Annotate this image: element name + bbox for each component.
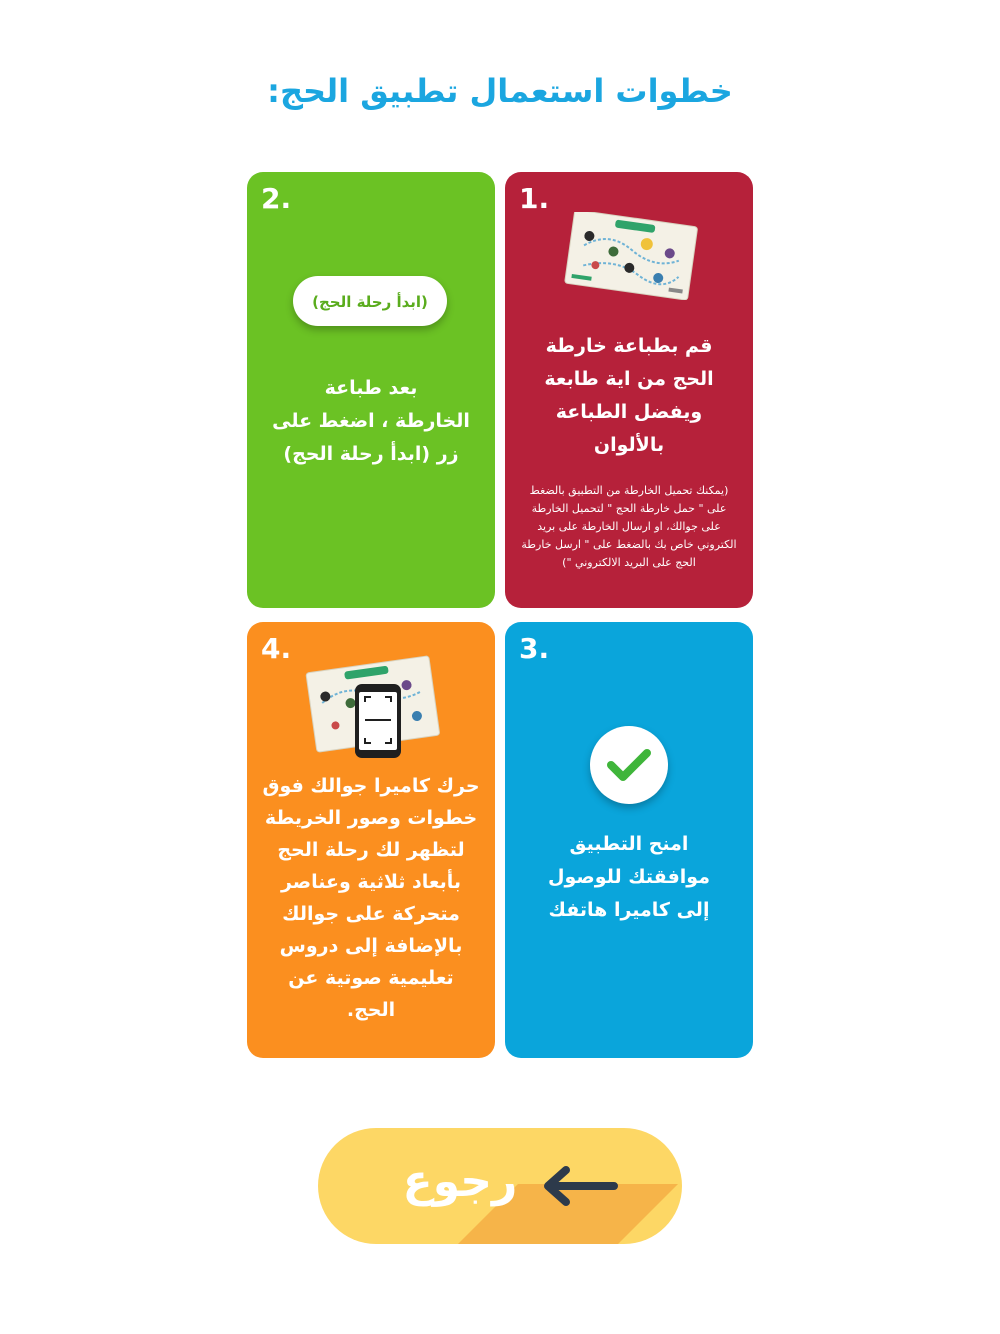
step-text: حرك كاميرا جوالك فوق خطوات وصور الخريطة لتظهر لك رحلة الحج بأبعاد ثلاثية وعناصر متحركة على جوالك بالإضافة إلى دروس تعليمية صوتية عن الحج. [262,775,480,1021]
step-number: 2. [261,182,292,215]
step-text: بعد طباعة الخارطة ، اضغط على زر (ابدأ رحلة الحج) [272,377,470,465]
step-card-3 [505,622,753,1058]
arrow-left-icon [540,1166,620,1206]
step-number: 3. [519,632,550,665]
page-title: خطوات استعمال تطبيق الحج: [267,72,733,110]
step-card-4 [247,622,495,1058]
step-card-1 [505,172,753,608]
phone-scan-icon [303,650,443,760]
step-note: (يمكنك تحميل الخارطة من التطبيق بالضغط على " حمل خارطة الحج " لتحميل الخارطة على جوالك، او ارسال الخارطة على بريد الكتروني خاص بك بالضغط على " ارسل خارطة الحج على البريد الالكتروني ") [521,484,737,569]
back-button-label: رجوع [402,1156,518,1207]
hajj-map-icon [561,212,701,300]
back-button[interactable] [318,1128,682,1244]
step-card-2 [247,172,495,608]
step-text: امنح التطبيق موافقتك للوصول إلى كاميرا هاتفك [548,833,710,921]
step-text: قم بطباعة خارطة الحج من اية طابعة ويفضل الطباعة بالألوان [544,335,714,456]
start-hajj-button[interactable]: (ابدأ رحلة الحج) [293,276,447,326]
checkmark-icon [590,726,668,804]
step-number: 4. [261,632,292,665]
step-number: 1. [519,182,550,215]
